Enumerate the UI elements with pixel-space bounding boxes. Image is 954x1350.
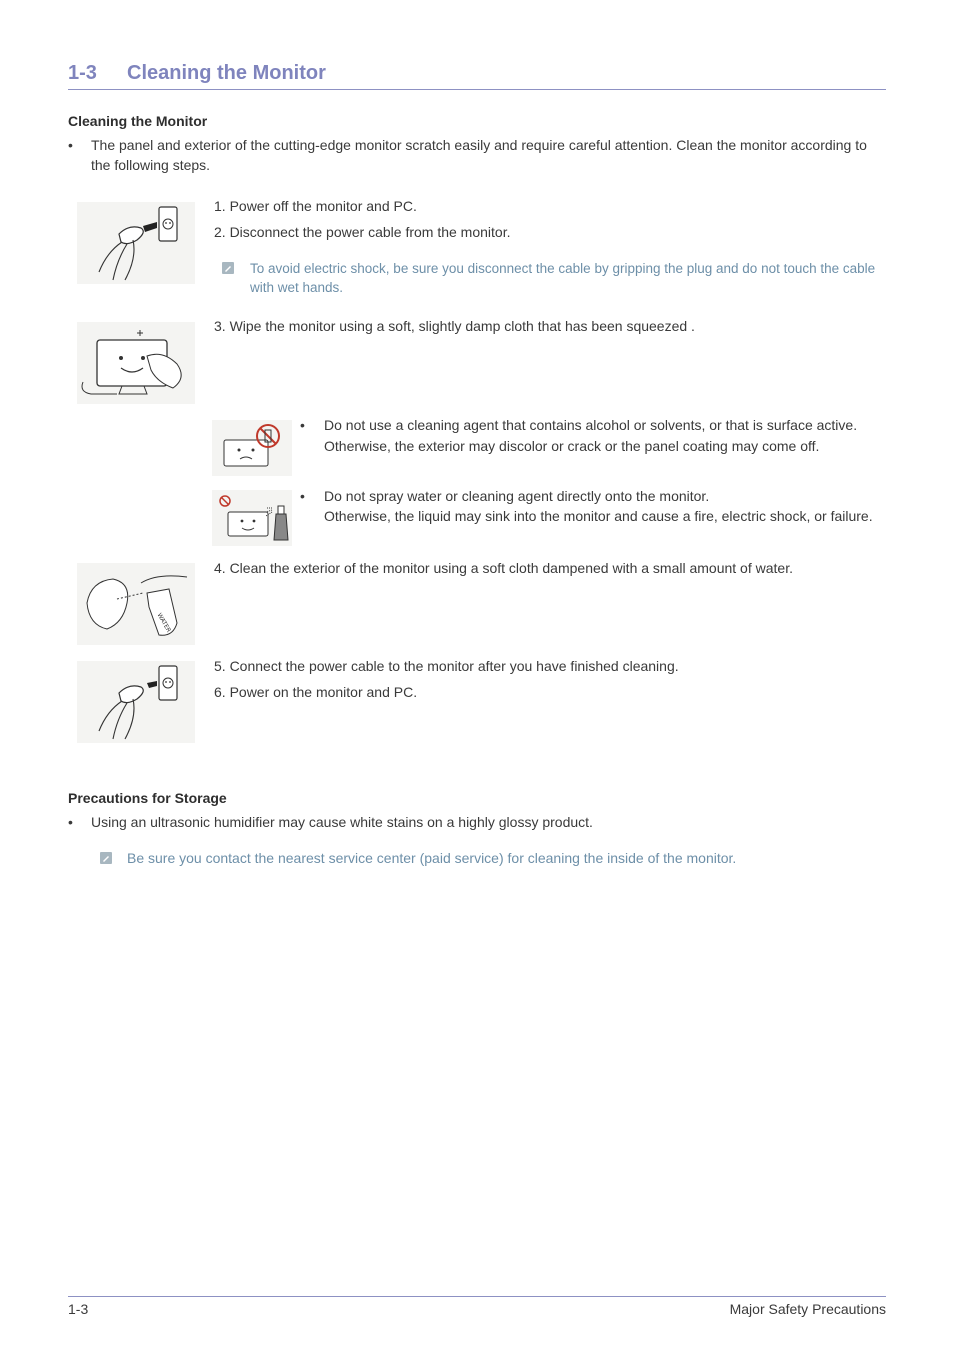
step-3: 3. Wipe the monitor using a soft, slightly damp cloth that has been squeezed . [214, 318, 695, 334]
step-4: 4. Clean the exterior of the monitor using a soft cloth dampened with a small amount of water. [214, 560, 793, 576]
bullet-dot: • [300, 488, 305, 504]
footer-chapter: Major Safety Precautions [729, 1301, 886, 1317]
warning-chemical-text: Do not use a cleaning agent that contains alcohol or solvents, or that is surface active. Otherwise, the exterior may discolor or crack or the panel coating may come off. [324, 417, 858, 454]
plug-in-icon [77, 661, 195, 743]
intro-text: The panel and exterior of the cutting-edge monitor scratch easily and require careful attention. Clean the monitor according to the following steps. [91, 137, 867, 173]
prohibited-cleaner-icon [212, 420, 292, 476]
unplug-illustration [77, 202, 195, 284]
monitor-cloth-icon [77, 322, 195, 404]
storage-heading: Precautions for Storage [68, 790, 227, 806]
plug-in-illustration [77, 661, 195, 743]
footer-divider [68, 1296, 886, 1297]
step-2: 2. Disconnect the power cable from the monitor. [214, 224, 511, 240]
step-5: 5. Connect the power cable to the monitor after you have finished cleaning. [214, 658, 679, 674]
unplug-icon [77, 202, 195, 284]
warning-spray [300, 486, 880, 526]
bullet-dot: • [68, 137, 73, 153]
section-number: 1-3 [68, 62, 97, 84]
warning-spray-line1: Do not spray water or cleaning agent directly onto the monitor. [324, 488, 710, 504]
page-title [68, 62, 326, 85]
damp-cloth-illustration [77, 563, 195, 645]
no-spray-illustration [212, 490, 292, 546]
intro-bullet [68, 135, 888, 175]
step-6: 6. Power on the monitor and PC. [214, 684, 418, 700]
storage-bullet-text: Using an ultrasonic humidifier may cause white stains on a highly glossy product. [91, 814, 593, 830]
note-icon [100, 852, 112, 864]
bullet-dot: • [300, 417, 305, 433]
step-1: 1. Power off the monitor and PC. [214, 198, 417, 214]
prohibited-spray-icon [212, 490, 292, 546]
no-chemical-illustration [212, 420, 292, 476]
footer-page-number: 1-3 [68, 1301, 89, 1317]
cleaning-heading: Cleaning the Monitor [68, 113, 208, 129]
svg-text:WATER: WATER [155, 612, 173, 634]
note-icon [222, 262, 234, 274]
warning-chemical [300, 415, 880, 457]
wipe-monitor-illustration [77, 322, 195, 404]
warning-spray-line2: Otherwise, the liquid may sink into the monitor and cause a fire, electric shock, or failure. [324, 508, 873, 524]
note-electric-shock: To avoid electric shock, be sure you disconnect the cable by gripping the plug and do not touch the cable with wet hands. [250, 261, 876, 295]
note-service-center: Be sure you contact the nearest service center (paid service) for cleaning the inside of the monitor. [127, 850, 737, 866]
bullet-dot: • [68, 814, 73, 830]
section-title: Cleaning the Monitor [127, 62, 326, 84]
storage-bullet [68, 812, 888, 832]
title-divider [68, 89, 886, 90]
water-bottle-cloth-icon [77, 563, 195, 645]
